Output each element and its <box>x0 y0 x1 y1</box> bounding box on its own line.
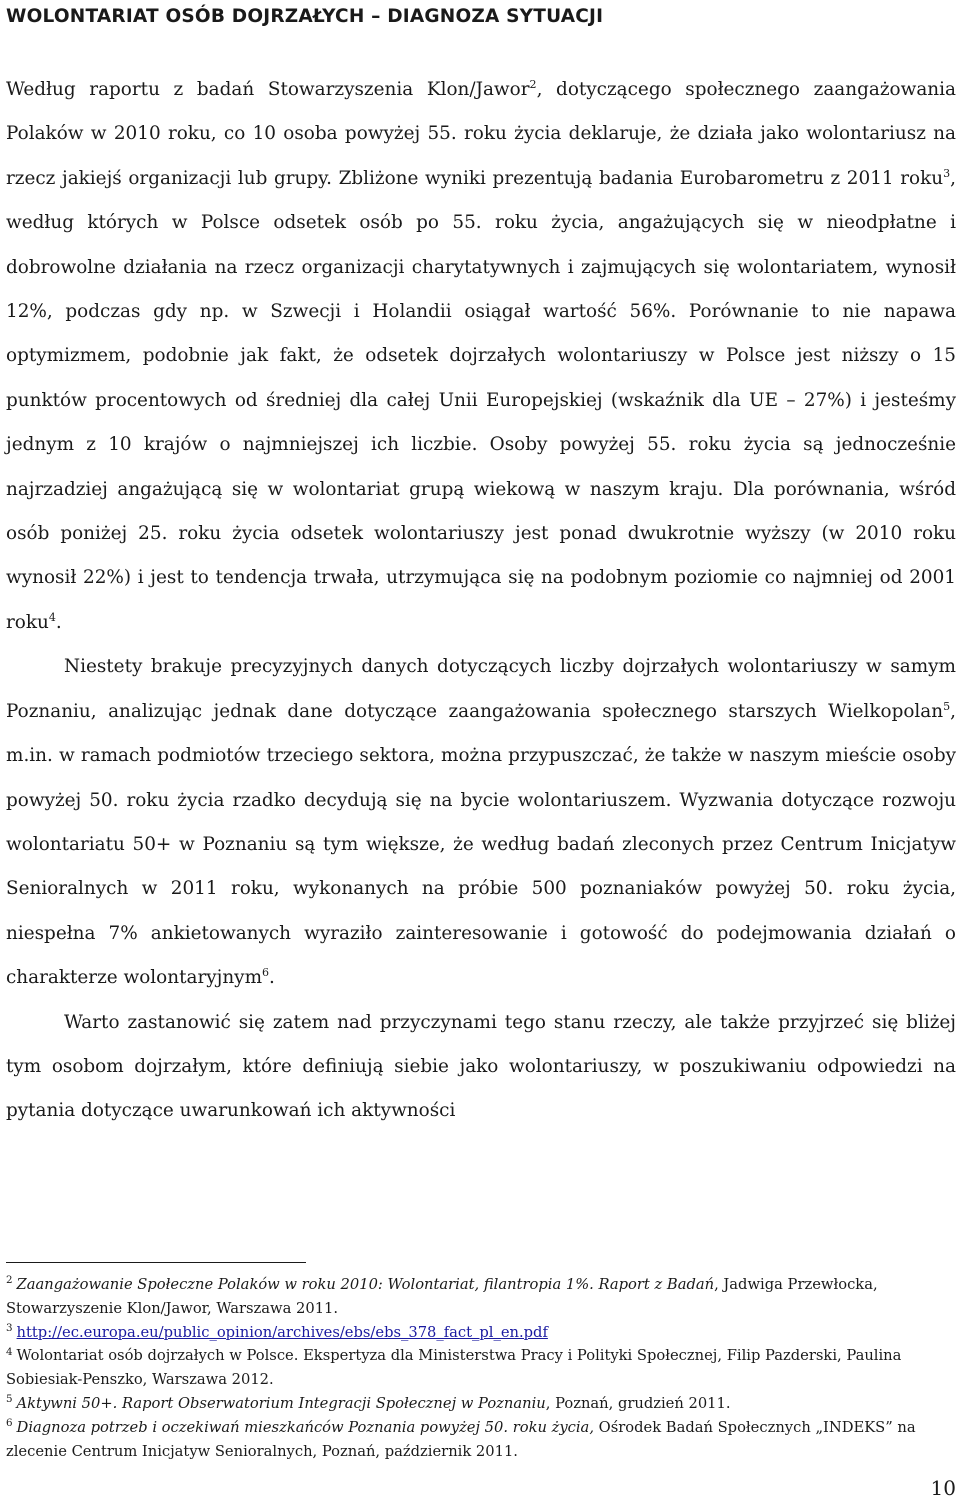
footnote-5-title: Aktywni 50+. Raport Obserwatorium Integracji Społecznej w Poznaniu <box>16 1394 546 1412</box>
footnote-ref-3[interactable]: 3 <box>943 166 951 180</box>
body-text <box>6 68 956 1134</box>
paragraph-1-part-d: . <box>55 611 62 633</box>
footnote-6-rest: Ośrodek Badań Społecznych „INDEKS” na zlecenie Centrum Inicjatyw Senioralnych, Poznań, październik 2011. <box>6 1418 916 1460</box>
paragraph-2-part-a: Niestety brakuje precyzyjnych danych dotyczących liczby dojrzałych wolontariuszy w samym Poznaniu, analizując jednak dane dotyczące zaangażowania społecznego starszych Wielkopolan <box>6 656 956 722</box>
paragraph-1-part-b: , dotyczącego społecznego zaangażowania Polaków w 2010 roku, co 10 osoba powyżej 55. roku życia deklaruje, że działa jako wolontariusz na rzecz jakiejś organizacji lub grupy. Zbliżone wyniki prezentują badania Eurobarometru z 2011 roku <box>6 79 957 189</box>
paragraph-3-text: Warto zastanowić się zatem nad przyczynami tego stanu rzeczy, ale także przyjrzeć się bliżej tym osobom dojrzałym, które definiują siebie jako wolontariuszy, w poszukiwaniu odpowiedzi na pytania dotyczące uwarunkowań ich aktywności <box>6 1011 956 1122</box>
paragraph-3 <box>6 1001 956 1134</box>
footnote-2-number: 2 <box>6 1274 13 1287</box>
footnote-4-number: 4 <box>6 1345 13 1358</box>
footnotes <box>6 1273 956 1463</box>
footnote-4 <box>6 1344 956 1392</box>
paragraph-2-part-b: , m.in. w ramach podmiotów trzeciego sektora, można przypuszczać, że także w naszym mieście osoby powyżej 50. roku życia rzadko decydują się na bycie wolontariuszem. Wyzwania dotyczące rozwoju wolontariatu 50+ w Poznaniu są tym większe, że według badań zleconych przez Centrum Inicjatyw Senioralnych w 2011 roku, wykonanych na próbie 500 poznaniaków powyżej 50. roku życia, niespełna 7% ankietowanych wyraziło zainteresowanie i gotowość do podejmowania działań o charakterze wolontaryjnym <box>6 700 956 989</box>
footnote-6-title: Diagnoza potrzeb i oczekiwań mieszkańców Poznania powyżej 50. roku życia, <box>16 1418 594 1436</box>
footnote-6-number: 6 <box>6 1416 13 1429</box>
section-heading: WOLONTARIAT OSÓB DOJRZAŁYCH – DIAGNOZA SYTUACJI <box>6 6 604 27</box>
footnote-3-number: 3 <box>6 1321 13 1334</box>
footnote-3 <box>6 1321 956 1345</box>
paragraph-2 <box>6 645 956 1000</box>
paragraph-1-part-a: Według raportu z badań Stowarzyszenia Klon/Jawor <box>6 79 530 100</box>
footnote-2-title: Zaangażowanie Społeczne Polaków w roku 2010: Wolontariat, filantropia 1%. Raport z Badań <box>16 1276 715 1293</box>
page-number: 10 <box>930 1476 956 1500</box>
footnote-ref-2[interactable]: 2 <box>529 77 537 91</box>
footnote-4-text: Wolontariat osób dojrzałych w Polsce. Ekspertyza dla Ministerstwa Pracy i Polityki Społecznej, Filip Pazderski, Paulina Sobiesiak-Penszko, Warszawa 2012. <box>6 1347 902 1389</box>
footnote-2 <box>6 1273 956 1321</box>
footnote-6 <box>6 1416 956 1464</box>
footnote-ref-6[interactable]: 6 <box>262 966 270 979</box>
footnote-2-rest: , Jadwiga Przewłocka, Stowarzyszenie Klon/Jawor, Warszawa 2011. <box>6 1276 878 1317</box>
footnote-5-rest: , Poznań, grudzień 2011. <box>545 1394 731 1412</box>
footnote-separator <box>6 1262 306 1263</box>
footnote-ref-5[interactable]: 5 <box>943 699 951 713</box>
paragraph-1 <box>6 68 956 645</box>
paragraph-1-part-c: , według których w Polsce odsetek osób po 55. roku życia, angażujących się w nieodpłatne i dobrowolne działania na rzecz organizacji charytatywnych i zajmujących się wolontariatem, wynosił 12%, podczas gdy np. w Szwecji i Holandii osiągał wartość 56%. Porównanie to nie napawa optymizmem, podobnie jak fakt, że odsetek dojrzałych wolontariuszy w Polsce jest niższy o 15 punktów procentowych od średniej dla całej Unii Europejskiej (wskaźnik dla UE – 27%) i jesteśmy jednym z 10 krajów o najmniejszej ich liczbie. Osoby powyżej 55. roku życia są jednocześnie najrzadziej angażującą się w wolontariat grupą wiekową w naszym kraju. Dla porównania, wśród osób poniżej 25. roku życia odsetek wolontariuszy jest ponad dwukrotnie wyższy (w 2010 roku wynosił 22%) i jest to tendencja trwała, utrzymująca się na podobnym poziomie co najmniej od 2001 roku <box>6 167 956 633</box>
paragraph-2-part-c: . <box>269 967 275 989</box>
footnote-5 <box>6 1392 956 1416</box>
footnote-ref-4[interactable]: 4 <box>48 610 56 624</box>
footnote-5-number: 5 <box>6 1393 13 1406</box>
footnote-3-link[interactable]: http://ec.europa.eu/public_opinion/archives/ebs/ebs_378_fact_pl_en.pdf <box>16 1323 548 1341</box>
